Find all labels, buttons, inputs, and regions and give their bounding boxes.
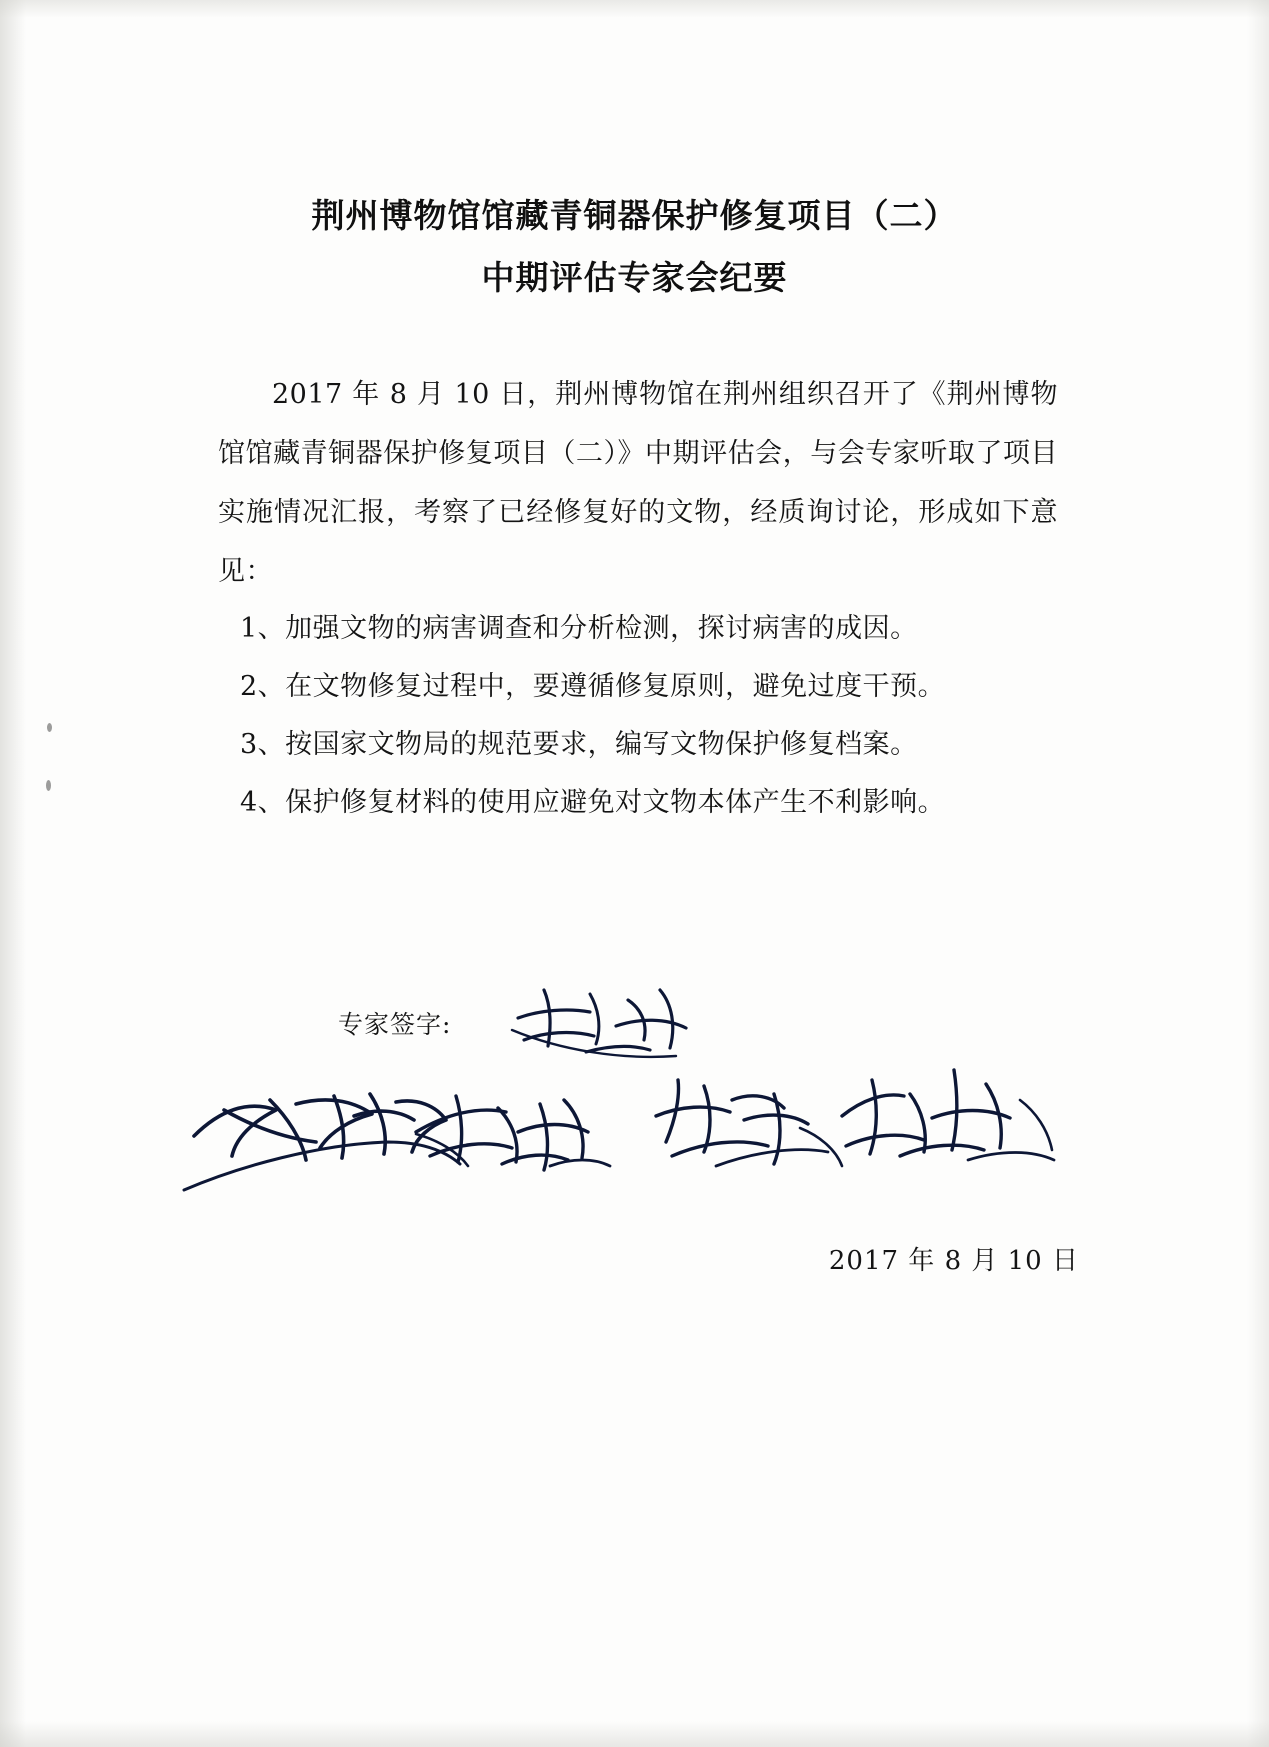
document-title-line-2: 中期评估专家会纪要 — [481, 258, 788, 297]
list-item: 3、按国家文物局的规范要求，编写文物保护修复档案。 — [240, 729, 918, 760]
opening-paragraph: 2017 年 8 月 10 日，荆州博物馆在荆州组织召开了《荆州博物馆馆藏青铜器保护修复项目（二）》中期评估会，与会专家听取了项目实施情况汇报，考察了已经修复好的文物，经质询讨论，形成如下意见： — [218, 379, 1058, 587]
opinion-list — [240, 600, 1080, 832]
handwritten-signatures — [120, 960, 1120, 1240]
list-item: 1、加强文物的病害调查和分析检测，探讨病害的成因。 — [240, 613, 918, 644]
document-title-line-1: 荆州博物馆馆藏青铜器保护修复项目（二） — [311, 196, 958, 235]
signature-5 — [842, 1070, 1054, 1160]
list-item: 2、在文物修复过程中，要遵循修复原则，避免过度干预。 — [240, 671, 946, 702]
signature-3 — [416, 1096, 610, 1170]
signature-ink-svg — [120, 960, 1120, 1240]
signature-1 — [512, 990, 686, 1057]
document-date: 2017 年 8 月 10 日 — [828, 1246, 1079, 1276]
signature-4 — [656, 1080, 842, 1166]
document-body — [218, 365, 1058, 601]
list-item: 4、保护修复材料的使用应避免对文物本体产生不利影响。 — [240, 787, 946, 818]
signature-2 — [184, 1094, 468, 1190]
signature-label: 专家签字: — [338, 1010, 452, 1039]
